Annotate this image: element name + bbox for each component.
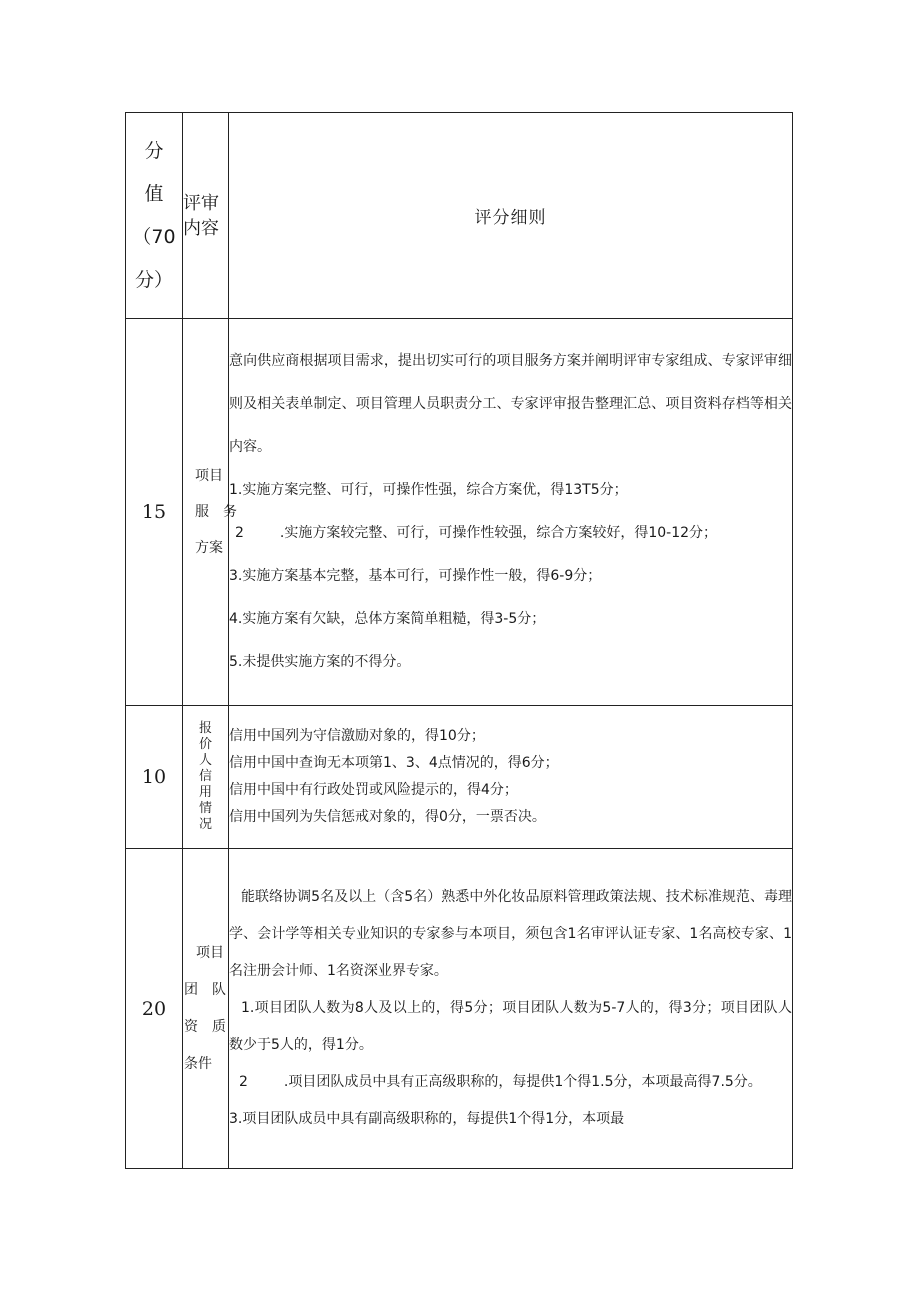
review-item-char: 价 [198,737,212,752]
table-row [126,706,793,849]
review-item [183,849,229,1169]
detail-criterion: 信用中国列为守信激励对象的，得10分； [229,728,485,744]
header-score-line: （70 [132,225,176,248]
review-item-line: 服 务 [195,504,237,520]
review-item [183,319,237,706]
criterion-number: 2 [235,525,244,541]
review-item-line: 项目 [196,944,224,961]
scoring-table [125,112,793,1169]
review-item-line: 条件 [184,1055,212,1072]
header-content-cell [183,113,229,319]
detail-intro: 意向供应商根据项目需求，提出切实可行的项目服务方案并阐明评审专家组成、专家评审细则及相关表单制定、项目管理人员职责分工、专家评审报告整理汇总、项目资料存档等相关内容。 [229,353,792,455]
detail-criterion: 4.实施方案有欠缺，总体方案简单粗糙，得3-5分； [229,611,546,627]
review-item-line: 资 质 [184,1018,226,1035]
detail-criterion: 3.实施方案基本完整，基本可行，可操作性一般，得6-9分； [229,568,602,584]
review-item-line: 方案 [195,540,223,556]
detail-criterion [229,1064,792,1101]
header-detail-cell: 评分细则 [229,113,793,319]
table-row [126,849,793,1169]
header-score-line: 分） [134,268,173,291]
criterion-text: .实施方案较完整、可行，可操作性较强，综合方案较好，得10-12分； [279,525,718,541]
header-row [126,113,793,319]
detail-criterion: 3.项目团队成员中具有副高级职称的，每提供1个得1分，本项最 [229,1111,625,1127]
score-value: 15 [126,319,183,706]
review-item-char: 情 [198,801,212,816]
table-row [126,319,793,706]
review-item [183,706,229,849]
review-item-char: 信 [198,769,212,784]
review-item-char: 况 [198,817,212,832]
review-item-char: 报 [198,721,212,736]
score-value: 20 [126,849,183,1169]
detail-criterion: 1.项目团队人数为8人及以上的，得5分；项目团队人数为5-7人的，得3分；项目团队人数少于5人的，得1分。 [229,1000,792,1053]
scoring-detail [229,706,793,849]
detail-criterion [229,512,792,555]
header-score-line: 值 [144,182,164,205]
header-score-cell [126,113,183,319]
score-value: 10 [126,706,183,849]
detail-criterion: 信用中国列为失信惩戒对象的，得0分，一票否决。 [229,809,546,825]
scoring-detail [229,319,793,706]
header-score-line: 分 [144,139,164,162]
scoring-detail [229,849,793,1169]
criterion-number: 2 [239,1074,248,1090]
detail-criterion: 5.未提供实施方案的不得分。 [229,654,411,670]
detail-criterion: 信用中国中有行政处罚或风险提示的，得4分； [229,782,518,798]
detail-criterion: 信用中国中查询无本项第1、3、4点情况的，得6分； [229,755,559,771]
detail-criterion: 1.实施方案完整、可行，可操作性强，综合方案优，得13T5分； [229,482,628,498]
header-content-line: 内容 [183,217,219,239]
detail-intro: 能联络协调5名及以上（含5名）熟悉中外化妆品原料管理政策法规、技术标准规范、毒理学、会计学等相关专业知识的专家参与本项目，须包含1名审评认证专家、1名高校专家、1名注册会计师、1名资深业界专家。 [229,889,792,979]
criterion-text: .项目团队成员中具有正高级职称的，每提供1个得1.5分，本项最高得7.5分。 [283,1074,762,1090]
review-item-char: 用 [198,785,212,800]
review-item-char: 人 [198,753,212,768]
review-item-line: 团 队 [184,981,226,998]
header-content-line: 评审 [183,192,219,214]
review-item-line: 项目 [195,468,223,484]
